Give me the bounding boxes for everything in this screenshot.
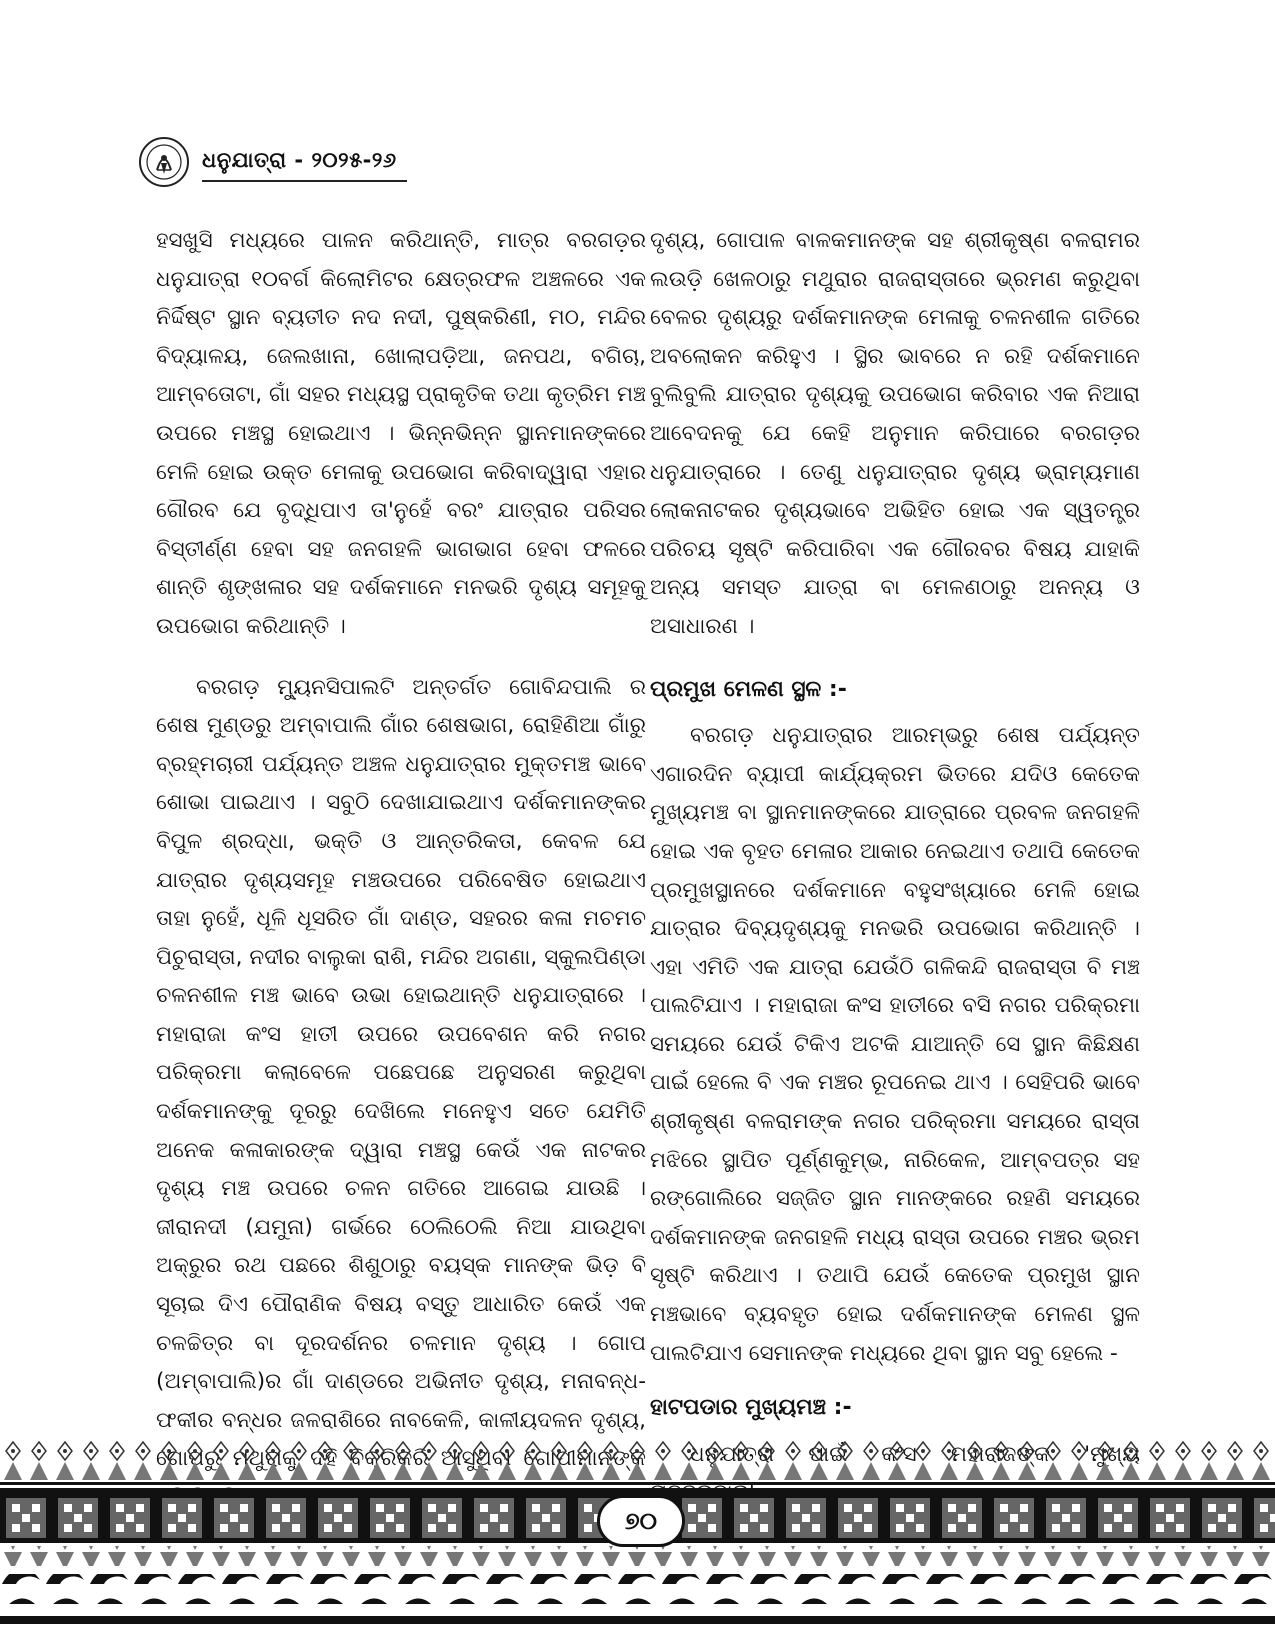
publication-title: ଧନୁଯାତ୍ରା - ୨୦୨୫-୨୬ [202, 148, 397, 172]
left-paragraph-2: ବରଗଡ଼ ମ୍ୟୁନସିପାଲଟି ଅନ୍ତର୍ଗତ ଗୋବିନ୍ଦପାଲି ର ଶେଷ ମୁଣ୍ଡରୁ ଅମ୍ବାପାଲି ଗାଁର ଶେଷଭାଗ, ରୋହିଣିଆ ଗାଁରୁ ବ୍ରହ୍ମଚାରୀ ପର୍ଯ୍ୟନ୍ତ ଅଞ୍ଚଳ ଧନୁଯାତ୍ରାର ମୁକ୍ତମଞ୍ଚ ଭାବେ ଶୋଭା ପାଇଥାଏ । ସବୁଠି ଦେଖାଯାଇଥାଏ ଦର୍ଶକମାନଙ୍କର ବିପୁଳ ଶ୍ରଦ୍ଧା, ଭକ୍ତି ଓ ଆନ୍ତରିକତା, କେବଳ ଯେ ଯାତ୍ରାର ଦୃଶ୍ୟସମୂହ ମଞ୍ଚଉପରେ ପରିବେଷିତ ହୋଇଥାଏ ତାହା ନୁହେଁ, ଧୂଳି ଧୂସରିତ ଗାଁ ଦାଣ୍ଡ, ସହରର କଳା ମଚମଚ ପିଚୁରାସ୍ତା, ନଦୀର ବାଲୁକା ରାଶି, ମନ୍ଦିର ଅଗଣା, ସ୍କୁଲପିଣ୍ଡା ଚଳନଶୀଳ ମଞ୍ଚ ଭାବେ ଉଭା ହୋଇଥାନ୍ତି ଧନୁଯାତ୍ରାରେ । ମହାରାଜା କଂସ ହାତୀ ଉପରେ ଉପବେଶନ କରି ନଗର ପରିକ୍ରମା କଲାବେଳେ ପଛେପଛେ ଅନୁସରଣ କରୁଥିବା ଦର୍ଶକମାନଙ୍କୁ ଦୂରରୁ ଦେଖିଲେ ମନେହୁଏ ସତେ ଯେମିତି ଅନେକ କଳାକାରଙ୍କ ଦ୍ୱାରା ମଞ୍ଚସ୍ଥ କେଉଁ ଏକ ନାଟକର ଦୃଶ୍ୟ ମଞ୍ଚ ଉପରେ ଚଳନ ଗତିରେ ଆଗେଇ ଯାଉଛି । ଜୀରାନଦୀ (ଯମୁନା) ଗର୍ଭରେ ଠେଲିଠେଲି ନିଆ ଯାଉଥିବା ଅକ୍ରୁର ରଥ ପଛରେ ଶିଶୁଠାରୁ ବୟସ୍କ ମାନଙ୍କ ଭିଡ଼ ବି ସୂଚାଇ ଦିଏ ପୌରାଣିକ ବିଷୟ ବସ୍ତୁ ଆଧାରିତ କେଉଁ ଏକ ଚଳଚ୍ଚିତ୍ର ବା ଦୂରଦର୍ଶନର ଚଳମାନ ଦୃଶ୍ୟ । ଗୋପ (ଅମ୍ବାପାଲି)ର ଗାଁ ଦାଣ୍ଡରେ ଅଭିନୀତ ଦୃଶ୍ୟ, ମନାବନ୍ଧ-ଫକୀର ବନ୍ଧର ଜଳରାଶିରେ ନାବକେଳି, କାଳୀୟଦଳନ ଦୃଶ୍ୟ, [156, 674, 646, 1433]
section-heading-main-venues: ପ୍ରମୁଖ ମେଳଣ ସ୍ଥଳ :- [650, 676, 847, 702]
right-paragraph-2: ବରଗଡ଼ ଧନୁଯାତ୍ରାର ଆରମ୍ଭରୁ ଶେଷ ପର୍ଯ୍ୟନ୍ତ ଏଗାରଦିନ ବ୍ୟାପୀ କାର୍ଯ୍ୟକ୍ରମ ଭିତରେ ଯଦିଓ କେତେକ ମୁଖ୍ୟମଞ୍ଚ ବା ସ୍ଥାନମାନଙ୍କରେ ଯାତ୍ରାରେ ପ୍ରବଳ ଜନଗହଳି ହୋଇ ଏକ ବୃହତ ମେଳାର ଆକାର ନେଇଥାଏ ତଥାପି କେତେକ ପ୍ରମୁଖସ୍ଥାନରେ ଦର୍ଶକମାନେ ବହୁସଂଖ୍ୟାରେ ମେଳି ହୋଇ ଯାତ୍ରାର ଦିବ୍ୟଦୃଶ୍ୟକୁ ମନଭରି ଉପଭୋଗ କରିଥାନ୍ତି । ଏହା ଏମିତି ଏକ ଯାତ୍ରା ଯେଉଁଠି ଗଳିକନ୍ଦି ରାଜରାସ୍ତା ବି ମଞ୍ଚ ପାଲଟିଯାଏ । ମହାରାଜା କଂସ ହାତୀରେ ବସି ନଗର ପରିକ୍ରମା ସମୟରେ ଯେଉଁ ଟିକିଏ ଅଟକି ଯାଆନ୍ତି ସେ ସ୍ଥାନ କିଛିକ୍ଷଣ ପାଇଁ ହେଲେ ବି ଏକ ମଞ୍ଚର ରୂପନେଇ ଥାଏ । ସେହିପରି ଭାବେ ଶ୍ରୀକୃଷ୍ଣ ବଳରାମଙ୍କ ନଗର ପରିକ୍ରମା ସମୟରେ ରାସ୍ତା ମଝିରେ ସ୍ଥାପିତ ପୂର୍ଣ୍ଣକୁମ୍ଭ, ନାରିକେଳ, ଆମ୍ବପତ୍ର ସହ ରଙ୍ଗୋଲିରେ ସଜ୍ଜିତ ସ୍ଥାନ ମାନଙ୍କରେ ରହଣି ସମୟରେ ଦର୍ଶକମାନଙ୍କ ଜନଗହଳି ମଧ୍ୟ ରାସ୍ତା ଉପରେ ମଞ୍ଚର ଭ୍ରମ ସୃଷ୍ଟି କରିଥାଏ । ତଥାପି ଯେଉଁ କେତେକ ପ୍ରମୁଖ ସ୍ଥାନ ମଞ୍ଚଭାବେ ବ୍ୟବହୃତ ହୋଇ ଦର୍ଶକମାନଙ୍କ ମେଳଣ ସ୍ଥଳ ପାଲଟିଯାଏ ସେମାନଙ୍କ ମଧ୍ୟରେ ଥିବା ସ୍ଥାନ ସବୁ ହେଲେ - [650, 723, 1140, 1366]
page-number: ୭୦ [624, 1507, 658, 1535]
page-header [138, 136, 418, 192]
section-heading-hatpada: ହାଟପଡାର ମୁଖ୍ୟମଞ୍ଚ :- [650, 1395, 852, 1421]
header-underline [202, 180, 407, 182]
left-column [156, 222, 646, 1518]
festival-emblem-icon [138, 136, 190, 188]
right-column [650, 222, 1140, 1513]
left-paragraph-1: ହସଖୁସି ମଧ୍ୟରେ ପାଳନ କରିଥାନ୍ତି, ମାତ୍ର ବରଗଡ଼ର ଧନୁଯାତ୍ରା ୧୦ବର୍ଗ କିଲୋମିଟର କ୍ଷେତ୍ରଫଳ ଅଞ୍ଚଳରେ ଏକ ନିର୍ଦ୍ଦିଷ୍ଟ ସ୍ଥାନ ବ୍ୟତୀତ ନଦ ନଦୀ, ପୁଷ୍କରିଣୀ, ମଠ, ମନ୍ଦିର ବିଦ୍ୟାଳୟ, ଜେଲଖାନା, ଖୋଲାପଡ଼ିଆ, ଜନପଥ, ବଗିଚା, ଆମ୍ବତୋଟା, ଗାଁ ସହର ମଧ୍ୟସ୍ଥ ପ୍ରାକୃତିକ ତଥା କୃତ୍ରିମ ମଞ୍ଚ ଉପରେ ମଞ୍ଚସ୍ଥ ହୋଇଥାଏ । ଭିନ୍ନଭିନ୍ନ ସ୍ଥାନମାନଙ୍କରେ ମେଳି ହୋଇ ଉକ୍ତ ମେଳାକୁ ଉପଭୋଗ କରିବାଦ୍ୱାରା ଏହାର ଗୌରବ ଯେ ବୃଦ୍ଧିପାଏ ତା'ନୁହେଁ ବରଂ ଯାତ୍ରାର ପରିସର ବିସ୍ତୀର୍ଣ୍ଣ ହେବା ସହ ଜନଗହଳି ଭାଗଭାଗ ହେବା ଫଳରେ ଶାନ୍ତି ଶୃଙ୍ଖଳାର ସହ ଦର୍ଶକମାନେ ମନଭରି ଦୃଶ୍ୟ ସମୂହକୁ ଉପଭୋଗ କରିଥାନ୍ତି । [156, 228, 646, 639]
right-paragraph-1: ଦୃଶ୍ୟ, ଗୋପାଳ ବାଳକମାନଙ୍କ ସହ ଶ୍ରୀକୃଷ୍ଣ ବଳରାମର ଲଉଡ଼ି ଖେଳଠାରୁ ମଥୁରାର ରାଜରାସ୍ତାରେ ଭ୍ରମଣ କରୁଥିବା ବେଳର ଦୃଶ୍ୟରୁ ଦର୍ଶକମାନଙ୍କ ମେଳାକୁ ଚଳନଶୀଳ ଗତିରେ ଅବଲୋକନ କରିହୁଏ । ସ୍ଥିର ଭାବରେ ନ ରହି ଦର୍ଶକମାନେ ବୁଲିବୁଲି ଯାତ୍ରାର ଦୃଶ୍ୟକୁ ଉପଭୋଗ କରିବାର ଏକ ନିଆରା ଆବେଦନକୁ ଯେ କେହି ଅନୁମାନ କରିପାରେ ବରଗଡ଼ର ଧନୁଯାତ୍ରାରେ । ତେଣୁ ଧନୁଯାତ୍ରାର ଦୃଶ୍ୟ ଭ୍ରାମ୍ୟମାଣ ଲୋକନାଟକର ଦୃଶ୍ୟଭାବେ ଅଭିହିତ ହୋଇ ଏକ ସ୍ୱତନ୍ତ୍ର ପରିଚୟ ସୃଷ୍ଟି କରିପାରିବା ଏକ ଗୌରବର ବିଷୟ ଯାହାକି ଅନ୍ୟ ସମସ୍ତ ଯାତ୍ରା ବା ମେଳଣଠାରୁ ଅନନ୍ୟ ଓ ଅସାଧାରଣ । [650, 228, 1140, 639]
page-number-badge [597, 1495, 685, 1547]
